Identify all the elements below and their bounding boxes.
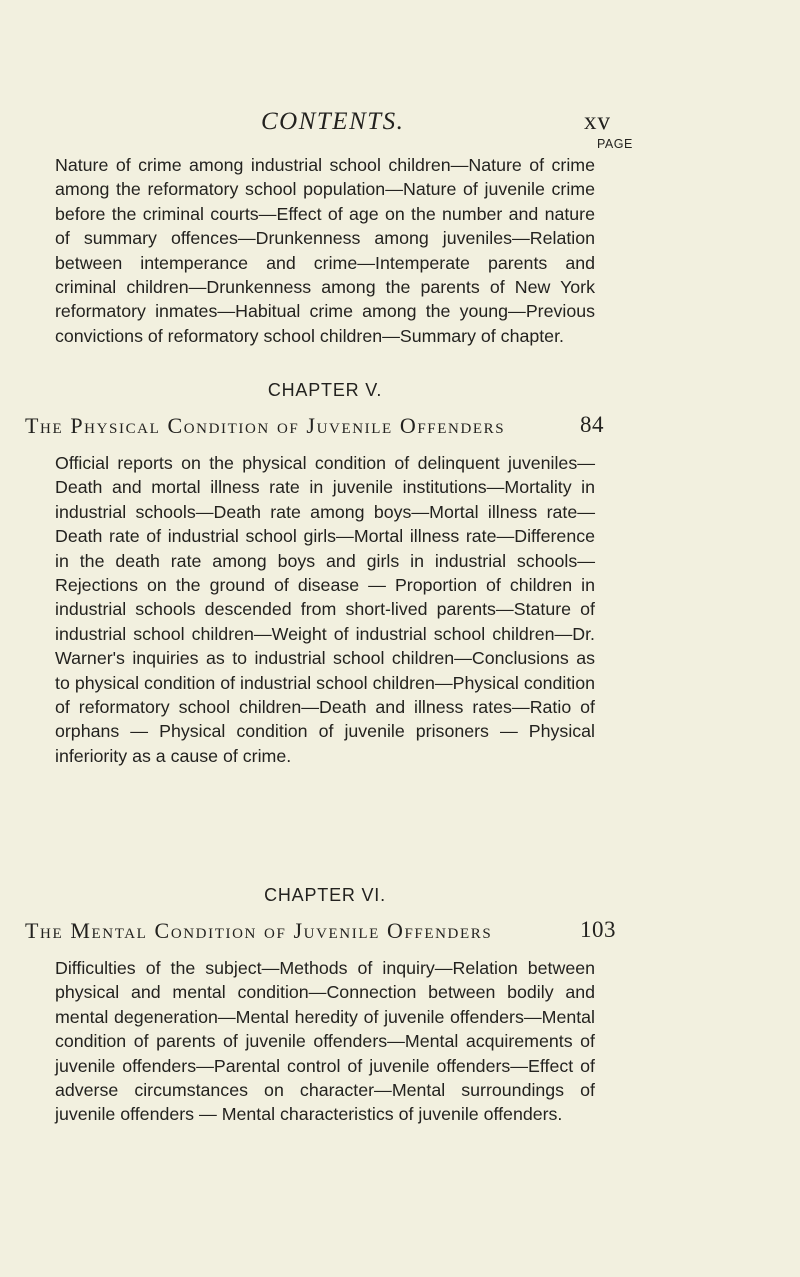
- running-head: CONTENTS.: [261, 108, 405, 135]
- chapter-v-number: CHAPTER V.: [267, 380, 383, 400]
- chapter-v-summary: Official reports on the physical condition of delinquent juveniles—Death and mortal illness rate in juvenile institutions—Mortality in industrial schools—Death rate among boys—Mortal illness rate—Death rate of industrial school girls—Mortal illness rate—Difference in the death rate among boys and girls in industrial schools—Rejections on the ground of disease — Proportion of children in industrial schools descended from short-lived parents—Stature of industrial school children—Weight of industrial school children—Dr. Warner's inquiries as to industrial school children—Conclusions as to physical condition of industrial school children—Physical condition of reformatory school children—Death and illness rates—Ratio of orphans — Physical condition of juvenile prisoners — Physical inferiority as a cause of crime.: [55, 453, 595, 766]
- chapter-v-page: 84: [580, 412, 604, 437]
- chapter-vi-number: CHAPTER VI.: [264, 885, 386, 905]
- chapter-vi-summary: Difficulties of the subject—Methods of inquiry—Relation between physical and mental condition—Connection between bodily and mental degeneration—Mental heredity of juvenile offenders—Mental condition of parents of juvenile offenders—Mental acquirements of juvenile offenders—Parental control of juvenile offenders—Effect of adverse circumstances on character—Mental surroundings of juvenile offenders — Mental characteristics of juvenile offenders.: [55, 958, 595, 1125]
- page-column-label: PAGE: [597, 137, 633, 151]
- chapter-v-title: The Physical Condition of Juvenile Offenders: [25, 413, 506, 438]
- chapter-vi-page: 103: [580, 917, 616, 942]
- page-number: xv: [584, 108, 611, 135]
- chapter-iv-summary-continued: Nature of crime among industrial school children—Nature of crime among the reformatory school population—Nature of juvenile crime before the criminal courts—Effect of age on the number and nature of summary offences—Drunkenness among juveniles—Relation between intemperance and crime—Intemperate parents and criminal children—Drunkenness among the parents of New York reformatory inmates—Habitual crime among the young—Previous convictions of reformatory school children—Summary of chapter.: [55, 155, 595, 346]
- chapter-vi-title: The Mental Condition of Juvenile Offenders: [25, 918, 493, 943]
